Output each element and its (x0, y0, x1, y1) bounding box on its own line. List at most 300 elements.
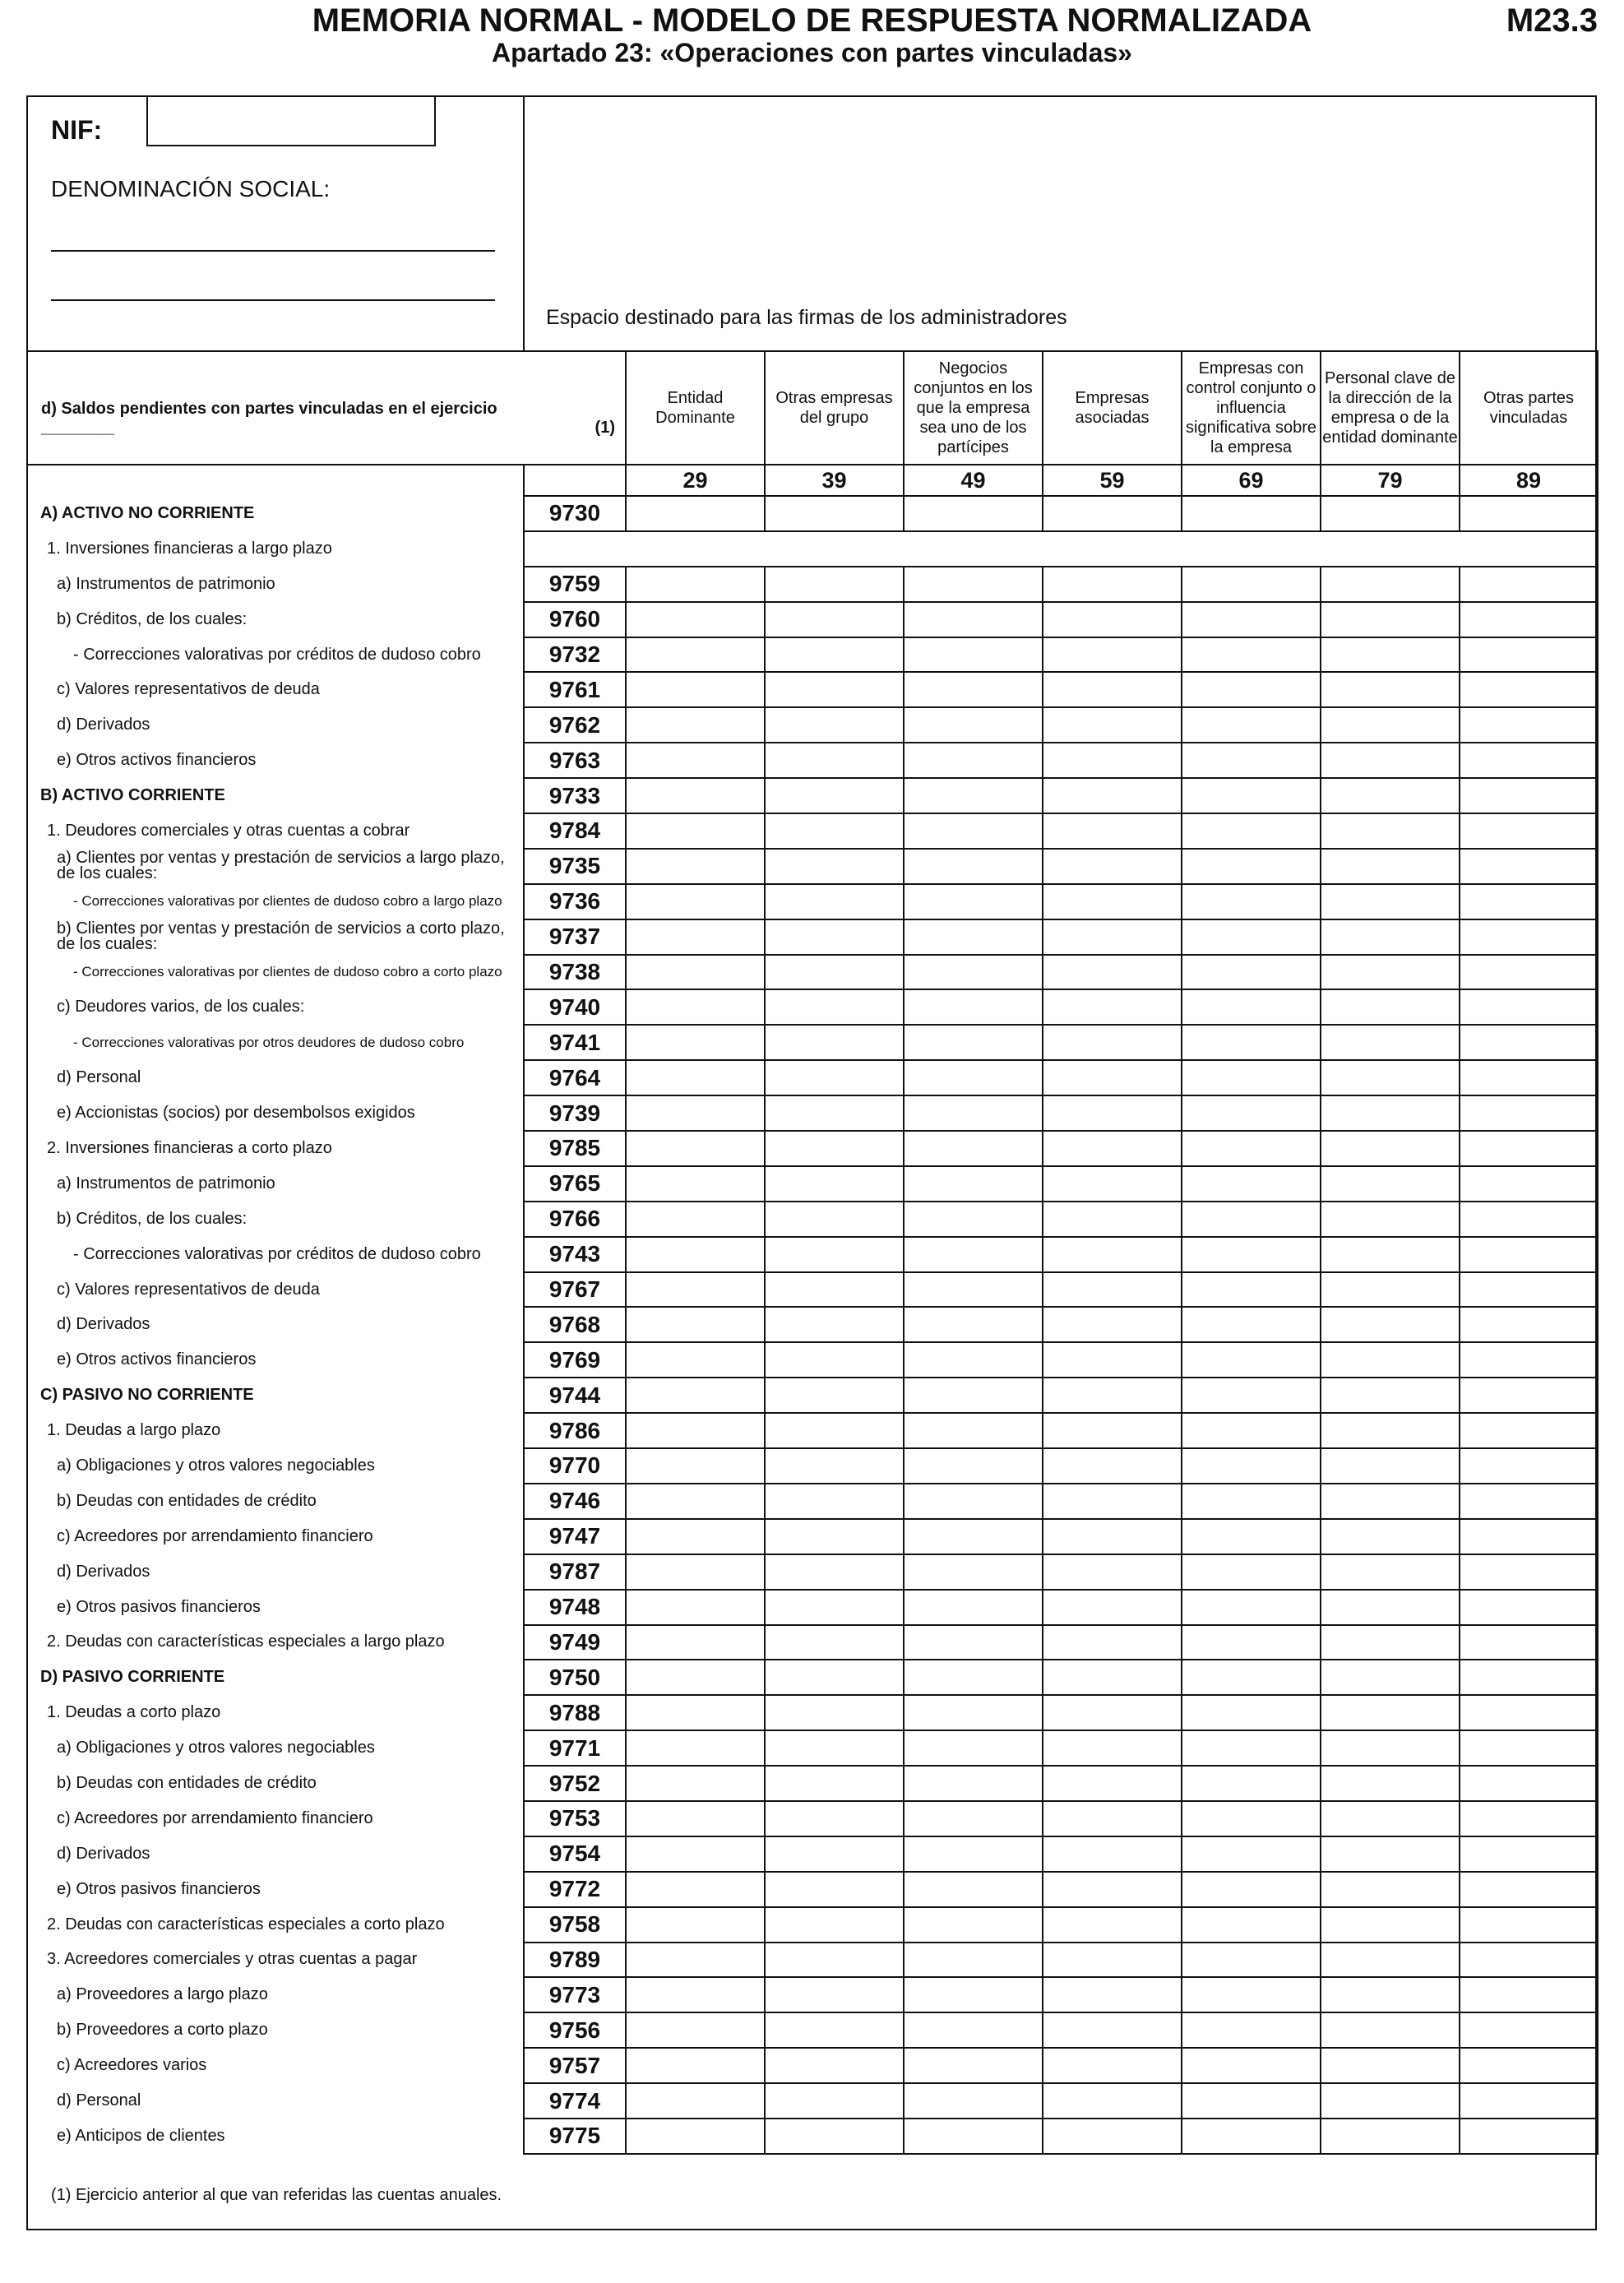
value-cell[interactable] (1182, 672, 1321, 707)
value-cell[interactable] (765, 1166, 904, 1202)
value-cell[interactable] (626, 1131, 765, 1166)
value-cell[interactable] (1460, 602, 1598, 637)
value-cell[interactable] (1182, 813, 1321, 849)
value-cell[interactable] (1321, 1519, 1460, 1554)
value-cell[interactable] (904, 1660, 1043, 1695)
value-cell[interactable] (626, 1554, 765, 1590)
value-cell[interactable] (1182, 1060, 1321, 1095)
value-cell[interactable] (626, 1519, 765, 1554)
value-cell[interactable] (765, 602, 904, 637)
value-cell[interactable] (1043, 1554, 1182, 1590)
value-cell[interactable] (1321, 2119, 1460, 2154)
value-cell[interactable] (765, 2048, 904, 2083)
value-cell[interactable] (904, 884, 1043, 919)
value-cell[interactable] (1460, 1519, 1598, 1554)
value-cell[interactable] (626, 1342, 765, 1378)
value-cell[interactable] (1182, 1695, 1321, 1730)
value-cell[interactable] (1460, 1095, 1598, 1131)
value-cell[interactable] (1182, 2119, 1321, 2154)
value-cell[interactable] (904, 1625, 1043, 1660)
value-cell[interactable] (1460, 1660, 1598, 1695)
value-cell[interactable] (626, 496, 765, 531)
value-cell[interactable] (1043, 743, 1182, 778)
value-cell[interactable] (1460, 2119, 1598, 2154)
value-cell[interactable] (1043, 1448, 1182, 1484)
value-cell[interactable] (1182, 637, 1321, 673)
value-cell[interactable] (1043, 989, 1182, 1025)
value-cell[interactable] (1321, 707, 1460, 743)
value-cell[interactable] (1043, 672, 1182, 707)
value-cell[interactable] (1321, 1060, 1460, 1095)
value-cell[interactable] (904, 2083, 1043, 2119)
value-cell[interactable] (765, 1272, 904, 1308)
value-cell[interactable] (1182, 1202, 1321, 1237)
value-cell[interactable] (765, 567, 904, 602)
value-cell[interactable] (626, 1660, 765, 1695)
value-cell[interactable] (904, 1378, 1043, 1413)
value-cell[interactable] (1043, 778, 1182, 813)
value-cell[interactable] (1182, 496, 1321, 531)
value-cell[interactable] (765, 1730, 904, 1766)
value-cell[interactable] (1460, 1413, 1598, 1448)
value-cell[interactable] (626, 1801, 765, 1836)
value-cell[interactable] (904, 1413, 1043, 1448)
value-cell[interactable] (1460, 884, 1598, 919)
value-cell[interactable] (1182, 1943, 1321, 1978)
value-cell[interactable] (765, 1660, 904, 1695)
value-cell[interactable] (1043, 1977, 1182, 2012)
value-cell[interactable] (904, 1166, 1043, 1202)
value-cell[interactable] (765, 707, 904, 743)
value-cell[interactable] (904, 1448, 1043, 1484)
value-cell[interactable] (1460, 1801, 1598, 1836)
value-cell[interactable] (904, 1307, 1043, 1342)
value-cell[interactable] (1321, 1554, 1460, 1590)
value-cell[interactable] (904, 919, 1043, 955)
value-cell[interactable] (1043, 1342, 1182, 1378)
value-cell[interactable] (626, 1202, 765, 1237)
value-cell[interactable] (1321, 637, 1460, 673)
value-cell[interactable] (1321, 1237, 1460, 1272)
value-cell[interactable] (1182, 2048, 1321, 2083)
value-cell[interactable] (1182, 1519, 1321, 1554)
value-cell[interactable] (1182, 1836, 1321, 1872)
value-cell[interactable] (1182, 1554, 1321, 1590)
value-cell[interactable] (904, 1519, 1043, 1554)
value-cell[interactable] (1043, 1660, 1182, 1695)
value-cell[interactable] (1460, 1448, 1598, 1484)
value-cell[interactable] (1043, 2048, 1182, 2083)
nif-input[interactable] (146, 95, 436, 146)
value-cell[interactable] (1460, 1131, 1598, 1166)
value-cell[interactable] (1321, 743, 1460, 778)
value-cell[interactable] (626, 1272, 765, 1308)
value-cell[interactable] (765, 1342, 904, 1378)
value-cell[interactable] (1321, 1307, 1460, 1342)
value-cell[interactable] (904, 496, 1043, 531)
value-cell[interactable] (626, 1943, 765, 1978)
value-cell[interactable] (1321, 1378, 1460, 1413)
value-cell[interactable] (1182, 1272, 1321, 1308)
value-cell[interactable] (1321, 884, 1460, 919)
value-cell[interactable] (1321, 849, 1460, 884)
value-cell[interactable] (1460, 1307, 1598, 1342)
value-cell[interactable] (765, 1060, 904, 1095)
value-cell[interactable] (904, 1977, 1043, 2012)
value-cell[interactable] (1043, 1202, 1182, 1237)
value-cell[interactable] (904, 989, 1043, 1025)
value-cell[interactable] (1043, 1730, 1182, 1766)
value-cell[interactable] (1043, 1095, 1182, 1131)
value-cell[interactable] (765, 1237, 904, 1272)
value-cell[interactable] (1182, 1307, 1321, 1342)
value-cell[interactable] (1182, 1448, 1321, 1484)
value-cell[interactable] (1460, 1554, 1598, 1590)
value-cell[interactable] (765, 1095, 904, 1131)
value-cell[interactable] (904, 1695, 1043, 1730)
value-cell[interactable] (1182, 1872, 1321, 1907)
value-cell[interactable] (1460, 1025, 1598, 1060)
value-cell[interactable] (904, 1766, 1043, 1801)
value-cell[interactable] (1321, 813, 1460, 849)
value-cell[interactable] (904, 1590, 1043, 1625)
value-cell[interactable] (1182, 1801, 1321, 1836)
value-cell[interactable] (1043, 1413, 1182, 1448)
value-cell[interactable] (626, 1307, 765, 1342)
value-cell[interactable] (765, 1484, 904, 1519)
value-cell[interactable] (765, 1131, 904, 1166)
value-cell[interactable] (626, 919, 765, 955)
value-cell[interactable] (1043, 637, 1182, 673)
value-cell[interactable] (1321, 2083, 1460, 2119)
value-cell[interactable] (1460, 1907, 1598, 1943)
value-cell[interactable] (1321, 1413, 1460, 1448)
value-cell[interactable] (1182, 884, 1321, 919)
value-cell[interactable] (1460, 496, 1598, 531)
value-cell[interactable] (1043, 2012, 1182, 2048)
value-cell[interactable] (626, 849, 765, 884)
value-cell[interactable] (904, 567, 1043, 602)
value-cell[interactable] (626, 1095, 765, 1131)
value-cell[interactable] (1182, 1025, 1321, 1060)
value-cell[interactable] (1182, 1766, 1321, 1801)
value-cell[interactable] (1460, 743, 1598, 778)
value-cell[interactable] (1460, 1060, 1598, 1095)
value-cell[interactable] (1460, 1378, 1598, 1413)
value-cell[interactable] (765, 919, 904, 955)
value-cell[interactable] (1043, 955, 1182, 990)
value-cell[interactable] (626, 1590, 765, 1625)
value-cell[interactable] (904, 707, 1043, 743)
value-cell[interactable] (626, 2048, 765, 2083)
value-cell[interactable] (626, 567, 765, 602)
value-cell[interactable] (1460, 919, 1598, 955)
value-cell[interactable] (765, 989, 904, 1025)
value-cell[interactable] (626, 637, 765, 673)
value-cell[interactable] (765, 1025, 904, 1060)
value-cell[interactable] (904, 602, 1043, 637)
value-cell[interactable] (626, 1836, 765, 1872)
value-cell[interactable] (904, 637, 1043, 673)
value-cell[interactable] (1043, 1836, 1182, 1872)
value-cell[interactable] (1043, 1378, 1182, 1413)
value-cell[interactable] (1043, 1801, 1182, 1836)
value-cell[interactable] (1321, 1484, 1460, 1519)
value-cell[interactable] (904, 955, 1043, 990)
value-cell[interactable] (765, 1977, 904, 2012)
value-cell[interactable] (1460, 989, 1598, 1025)
value-cell[interactable] (904, 1131, 1043, 1166)
value-cell[interactable] (765, 1943, 904, 1978)
value-cell[interactable] (626, 1625, 765, 1660)
value-cell[interactable] (626, 813, 765, 849)
value-cell[interactable] (904, 1095, 1043, 1131)
value-cell[interactable] (1460, 1166, 1598, 1202)
value-cell[interactable] (1460, 1766, 1598, 1801)
value-cell[interactable] (1460, 849, 1598, 884)
value-cell[interactable] (904, 1272, 1043, 1308)
value-cell[interactable] (904, 2012, 1043, 2048)
value-cell[interactable] (1321, 1801, 1460, 1836)
value-cell[interactable] (1321, 1943, 1460, 1978)
value-cell[interactable] (1043, 1166, 1182, 1202)
value-cell[interactable] (765, 1836, 904, 1872)
value-cell[interactable] (1321, 1907, 1460, 1943)
value-cell[interactable] (765, 1590, 904, 1625)
value-cell[interactable] (765, 1554, 904, 1590)
value-cell[interactable] (1460, 1484, 1598, 1519)
value-cell[interactable] (1321, 496, 1460, 531)
value-cell[interactable] (904, 1060, 1043, 1095)
value-cell[interactable] (1043, 1484, 1182, 1519)
value-cell[interactable] (1043, 1695, 1182, 1730)
value-cell[interactable] (1460, 1272, 1598, 1308)
value-cell[interactable] (1043, 1307, 1182, 1342)
value-cell[interactable] (904, 1836, 1043, 1872)
value-cell[interactable] (1460, 1625, 1598, 1660)
value-cell[interactable] (1182, 1977, 1321, 2012)
value-cell[interactable] (1460, 2048, 1598, 2083)
value-cell[interactable] (1321, 2012, 1460, 2048)
value-cell[interactable] (765, 2119, 904, 2154)
value-cell[interactable] (1321, 1342, 1460, 1378)
value-cell[interactable] (1321, 1448, 1460, 1484)
value-cell[interactable] (765, 496, 904, 531)
value-cell[interactable] (765, 1766, 904, 1801)
value-cell[interactable] (626, 1025, 765, 1060)
value-cell[interactable] (904, 778, 1043, 813)
value-cell[interactable] (626, 884, 765, 919)
value-cell[interactable] (1043, 1907, 1182, 1943)
value-cell[interactable] (1321, 919, 1460, 955)
value-cell[interactable] (1460, 1342, 1598, 1378)
value-cell[interactable] (1043, 2119, 1182, 2154)
value-cell[interactable] (1460, 1872, 1598, 1907)
value-cell[interactable] (1460, 2083, 1598, 2119)
value-cell[interactable] (1182, 1413, 1321, 1448)
value-cell[interactable] (626, 1695, 765, 1730)
value-cell[interactable] (626, 2083, 765, 2119)
value-cell[interactable] (1460, 1237, 1598, 1272)
value-cell[interactable] (1043, 849, 1182, 884)
value-cell[interactable] (1321, 1977, 1460, 2012)
denominacion-input-line-2[interactable] (51, 299, 495, 301)
value-cell[interactable] (1460, 1202, 1598, 1237)
value-cell[interactable] (1321, 1695, 1460, 1730)
value-cell[interactable] (765, 1413, 904, 1448)
value-cell[interactable] (1460, 707, 1598, 743)
value-cell[interactable] (765, 1625, 904, 1660)
value-cell[interactable] (626, 955, 765, 990)
value-cell[interactable] (1321, 1625, 1460, 1660)
value-cell[interactable] (1321, 1872, 1460, 1907)
value-cell[interactable] (904, 849, 1043, 884)
value-cell[interactable] (626, 1872, 765, 1907)
value-cell[interactable] (1182, 602, 1321, 637)
value-cell[interactable] (1321, 1166, 1460, 1202)
value-cell[interactable] (765, 884, 904, 919)
value-cell[interactable] (1182, 1095, 1321, 1131)
value-cell[interactable] (1460, 637, 1598, 673)
value-cell[interactable] (765, 1378, 904, 1413)
value-cell[interactable] (1043, 884, 1182, 919)
value-cell[interactable] (626, 778, 765, 813)
value-cell[interactable] (1460, 1695, 1598, 1730)
value-cell[interactable] (1043, 1060, 1182, 1095)
value-cell[interactable] (1043, 496, 1182, 531)
value-cell[interactable] (626, 1060, 765, 1095)
value-cell[interactable] (1182, 849, 1321, 884)
value-cell[interactable] (904, 2048, 1043, 2083)
value-cell[interactable] (626, 1907, 765, 1943)
value-cell[interactable] (1182, 1625, 1321, 1660)
value-cell[interactable] (1321, 2048, 1460, 2083)
value-cell[interactable] (765, 2012, 904, 2048)
value-cell[interactable] (1321, 1272, 1460, 1308)
value-cell[interactable] (1182, 567, 1321, 602)
value-cell[interactable] (1182, 707, 1321, 743)
value-cell[interactable] (765, 1448, 904, 1484)
value-cell[interactable] (765, 743, 904, 778)
value-cell[interactable] (765, 955, 904, 990)
value-cell[interactable] (765, 1202, 904, 1237)
value-cell[interactable] (904, 2119, 1043, 2154)
value-cell[interactable] (1321, 989, 1460, 1025)
value-cell[interactable] (1321, 1836, 1460, 1872)
value-cell[interactable] (765, 1519, 904, 1554)
value-cell[interactable] (765, 1695, 904, 1730)
value-cell[interactable] (1321, 778, 1460, 813)
value-cell[interactable] (626, 989, 765, 1025)
value-cell[interactable] (1182, 1342, 1321, 1378)
value-cell[interactable] (1460, 1943, 1598, 1978)
value-cell[interactable] (626, 1484, 765, 1519)
value-cell[interactable] (1043, 1766, 1182, 1801)
value-cell[interactable] (1182, 1484, 1321, 1519)
value-cell[interactable] (1182, 1131, 1321, 1166)
value-cell[interactable] (1182, 1237, 1321, 1272)
value-cell[interactable] (1321, 1025, 1460, 1060)
value-cell[interactable] (1182, 955, 1321, 990)
value-cell[interactable] (1043, 1272, 1182, 1308)
value-cell[interactable] (1182, 1730, 1321, 1766)
value-cell[interactable] (1460, 1836, 1598, 1872)
value-cell[interactable] (904, 1342, 1043, 1378)
value-cell[interactable] (1182, 1660, 1321, 1695)
value-cell[interactable] (1043, 1590, 1182, 1625)
value-cell[interactable] (1321, 672, 1460, 707)
value-cell[interactable] (1460, 1977, 1598, 2012)
value-cell[interactable] (626, 602, 765, 637)
value-cell[interactable] (1321, 1766, 1460, 1801)
value-cell[interactable] (1182, 2083, 1321, 2119)
value-cell[interactable] (904, 1907, 1043, 1943)
value-cell[interactable] (626, 1413, 765, 1448)
value-cell[interactable] (626, 1166, 765, 1202)
value-cell[interactable] (904, 1237, 1043, 1272)
value-cell[interactable] (626, 707, 765, 743)
value-cell[interactable] (1182, 743, 1321, 778)
value-cell[interactable] (1460, 2012, 1598, 2048)
value-cell[interactable] (626, 2012, 765, 2048)
value-cell[interactable] (1321, 1095, 1460, 1131)
value-cell[interactable] (626, 1730, 765, 1766)
value-cell[interactable] (626, 1448, 765, 1484)
value-cell[interactable] (765, 1872, 904, 1907)
value-cell[interactable] (765, 2083, 904, 2119)
value-cell[interactable] (626, 1378, 765, 1413)
value-cell[interactable] (904, 743, 1043, 778)
value-cell[interactable] (1043, 707, 1182, 743)
value-cell[interactable] (1182, 2012, 1321, 2048)
value-cell[interactable] (1321, 1660, 1460, 1695)
value-cell[interactable] (1460, 955, 1598, 990)
value-cell[interactable] (904, 1025, 1043, 1060)
value-cell[interactable] (1182, 1378, 1321, 1413)
value-cell[interactable] (1460, 778, 1598, 813)
value-cell[interactable] (904, 672, 1043, 707)
value-cell[interactable] (1460, 813, 1598, 849)
value-cell[interactable] (1043, 1519, 1182, 1554)
value-cell[interactable] (904, 1484, 1043, 1519)
value-cell[interactable] (1182, 778, 1321, 813)
value-cell[interactable] (1043, 1025, 1182, 1060)
value-cell[interactable] (765, 778, 904, 813)
value-cell[interactable] (904, 1202, 1043, 1237)
value-cell[interactable] (1321, 567, 1460, 602)
value-cell[interactable] (765, 1801, 904, 1836)
value-cell[interactable] (1182, 919, 1321, 955)
value-cell[interactable] (1460, 672, 1598, 707)
value-cell[interactable] (904, 1872, 1043, 1907)
value-cell[interactable] (1043, 919, 1182, 955)
value-cell[interactable] (904, 1943, 1043, 1978)
value-cell[interactable] (626, 2119, 765, 2154)
value-cell[interactable] (1043, 1872, 1182, 1907)
value-cell[interactable] (1321, 1590, 1460, 1625)
value-cell[interactable] (1182, 1166, 1321, 1202)
value-cell[interactable] (1182, 989, 1321, 1025)
value-cell[interactable] (1043, 1131, 1182, 1166)
value-cell[interactable] (626, 1237, 765, 1272)
value-cell[interactable] (626, 743, 765, 778)
value-cell[interactable] (904, 813, 1043, 849)
denominacion-input-line-1[interactable] (51, 250, 495, 252)
value-cell[interactable] (1043, 813, 1182, 849)
value-cell[interactable] (1043, 2083, 1182, 2119)
value-cell[interactable] (1043, 567, 1182, 602)
value-cell[interactable] (765, 849, 904, 884)
